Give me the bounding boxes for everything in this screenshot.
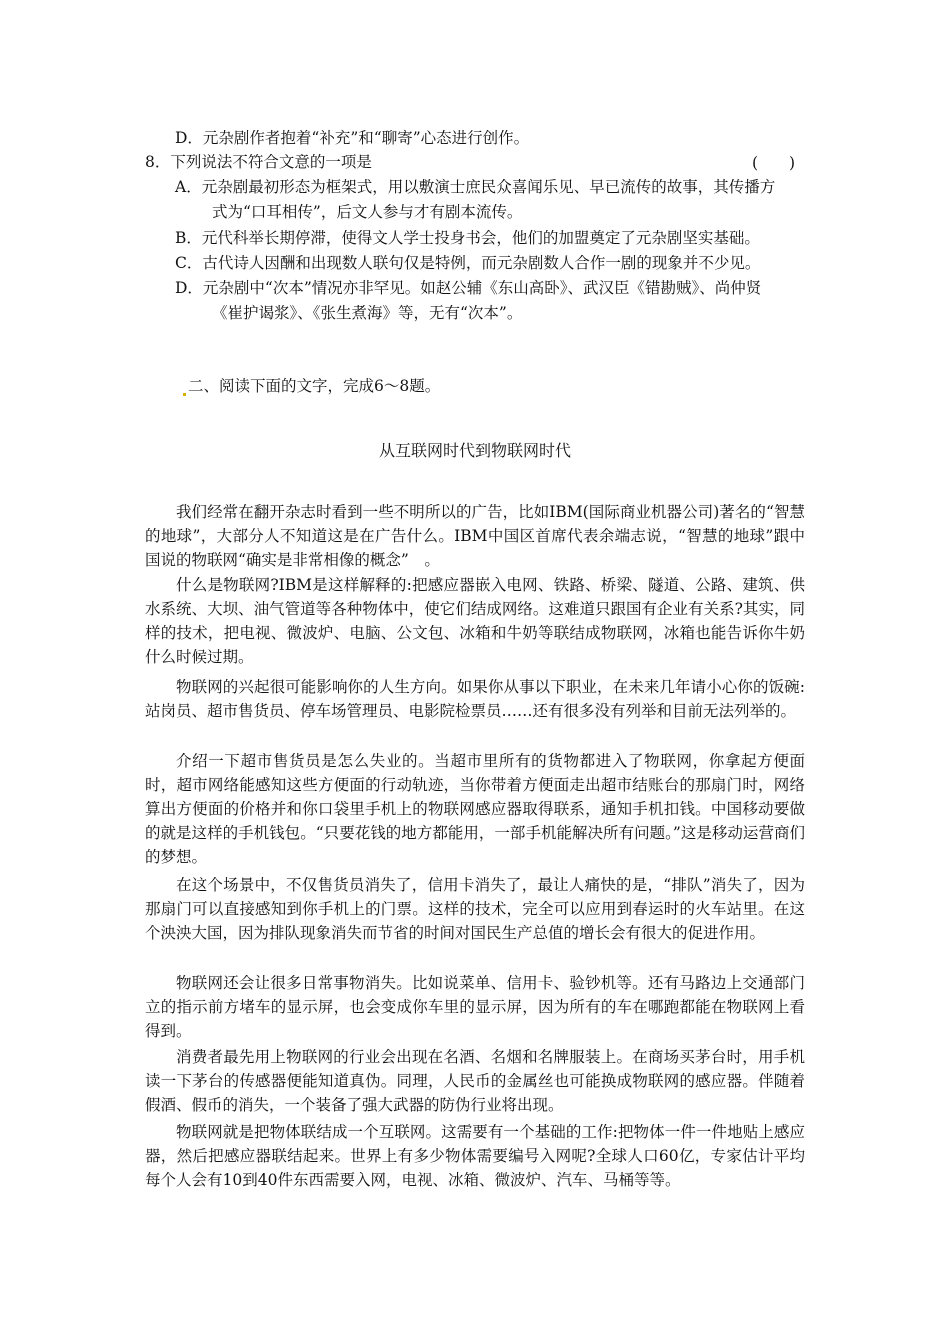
article-paragraph: 什么是物联网?IBM是这样解释的:把感应器嵌入电网、铁路、桥梁、隧道、公路、建筑、供水系统、大坝、油气管道等各种物体中，使它们结成网络。这难道只跟国有企业有关系?其实，同样的技术，把电视、微波炉、电脑、公文包、冰箱和牛奶等联结成物联网，冰箱也能告诉你牛奶什么时候过期。 [145,576,805,666]
q8-option-a-line1: A．元杂剧最初形态为框架式，用以敷演士庶民众喜闻乐见、早已流传的故事，其传播方 [175,178,776,196]
q8-option-b: B．元代科举长期停滞，使得文人学士投身书会，他们的加盟奠定了元杂剧坚实基础。 [175,229,760,247]
q8-stem: 8．下列说法不符合文意的一项是 [145,153,372,171]
q7-option-d: D．元杂剧作者抱着“补充”和“聊寄”心态进行创作。 [175,129,530,147]
article-paragraph: 消费者最先用上物联网的行业会出现在名酒、名烟和名牌服装上。在商场买茅台时，用手机读一下茅台的传感器便能知道真伪。同理，人民币的金属丝也可能换成物联网的感应器。伴随着假酒、假币的消失，一个装备了强大武器的防伪行业将出现。 [145,1048,805,1114]
q8-option-d-line1: D．元杂剧中“次本”情况亦非罕见。如赵公辅《东山高卧》、武汉臣《错勘贼》、尚仲贤 [175,279,762,297]
answer-blank: ( ) [752,154,796,172]
article-paragraph: 物联网的兴起很可能影响你的人生方向。如果你从事以下职业，在未来几年请小心你的饭碗:站岗员、超市售货员、停车场管理员、电影院检票员……还有很多没有列举和目前无法列举的。 [145,678,805,720]
q8-option-a-line2: 式为“口耳相传”，后文人参与才有剧本流传。 [212,203,523,221]
article-paragraph: 介绍一下超市售货员是怎么失业的。当超市里所有的货物都进入了物联网，你拿起方便面时，超市网络能感知这些方便面的行动轨迹，当你带着方便面走出超市结账台的那扇门时，网络算出方便面的价格并和你口袋里手机上的物联网感应器取得联系，通知手机扣钱。中国移动要做的就是这样的手机钱包。“只要花钱的地方都能用，一部手机能解决所有问题。”这是移动运营商们的梦想。 [145,752,805,866]
q8-option-c: C．古代诗人因酬和出现数人联句仅是特例，而元杂剧数人合作一剧的现象并不少见。 [175,254,761,272]
article-paragraph: 物联网就是把物体联结成一个互联网。这需要有一个基础的工作:把物体一件一件地贴上感应器，然后把感应器联结起来。世界上有多少物体需要编号入网呢?全球人口60亿，专家估计平均每个人会有10到40件东西需要入网，电视、冰箱、微波炉、汽车、马桶等等。 [145,1123,805,1189]
article-paragraph: 我们经常在翻开杂志时看到一些不明所以的广告，比如IBM(国际商业机器公司)著名的“智慧的地球”，大部分人不知道这是在广告什么。IBM中国区首席代表余端志说，“智慧的地球”跟中国说的物联网“确实是非常相像的概念” 。 [145,503,805,569]
article-paragraph: 物联网还会让很多日常事物消失。比如说菜单、信用卡、验钞机等。还有马路边上交通部门立的指示前方堵车的显示屏，也会变成你车里的显示屏，因为所有的车在哪跑都能在物联网上看得到。 [145,974,805,1040]
edit-mark-icon [183,393,186,396]
section-heading [183,374,440,396]
article-paragraph: 在这个场景中，不仅售货员消失了，信用卡消失了，最让人痛快的是，“排队”消失了，因为那扇门可以直接感知到你手机上的门票。这样的技术，完全可以应用到春运时的火车站里。在这个泱泱大国，因为排队现象消失而节省的时间对国民生产总值的增长会有很大的促进作用。 [145,876,805,942]
article-title: 从互联网时代到物联网时代 [378,441,571,460]
section-two-label: 二、阅读下面的文字，完成6～8题。 [188,377,441,395]
q8-option-d-line2: 《崔护谒浆》、《张生煮海》等，无有“次本”。 [212,304,523,322]
